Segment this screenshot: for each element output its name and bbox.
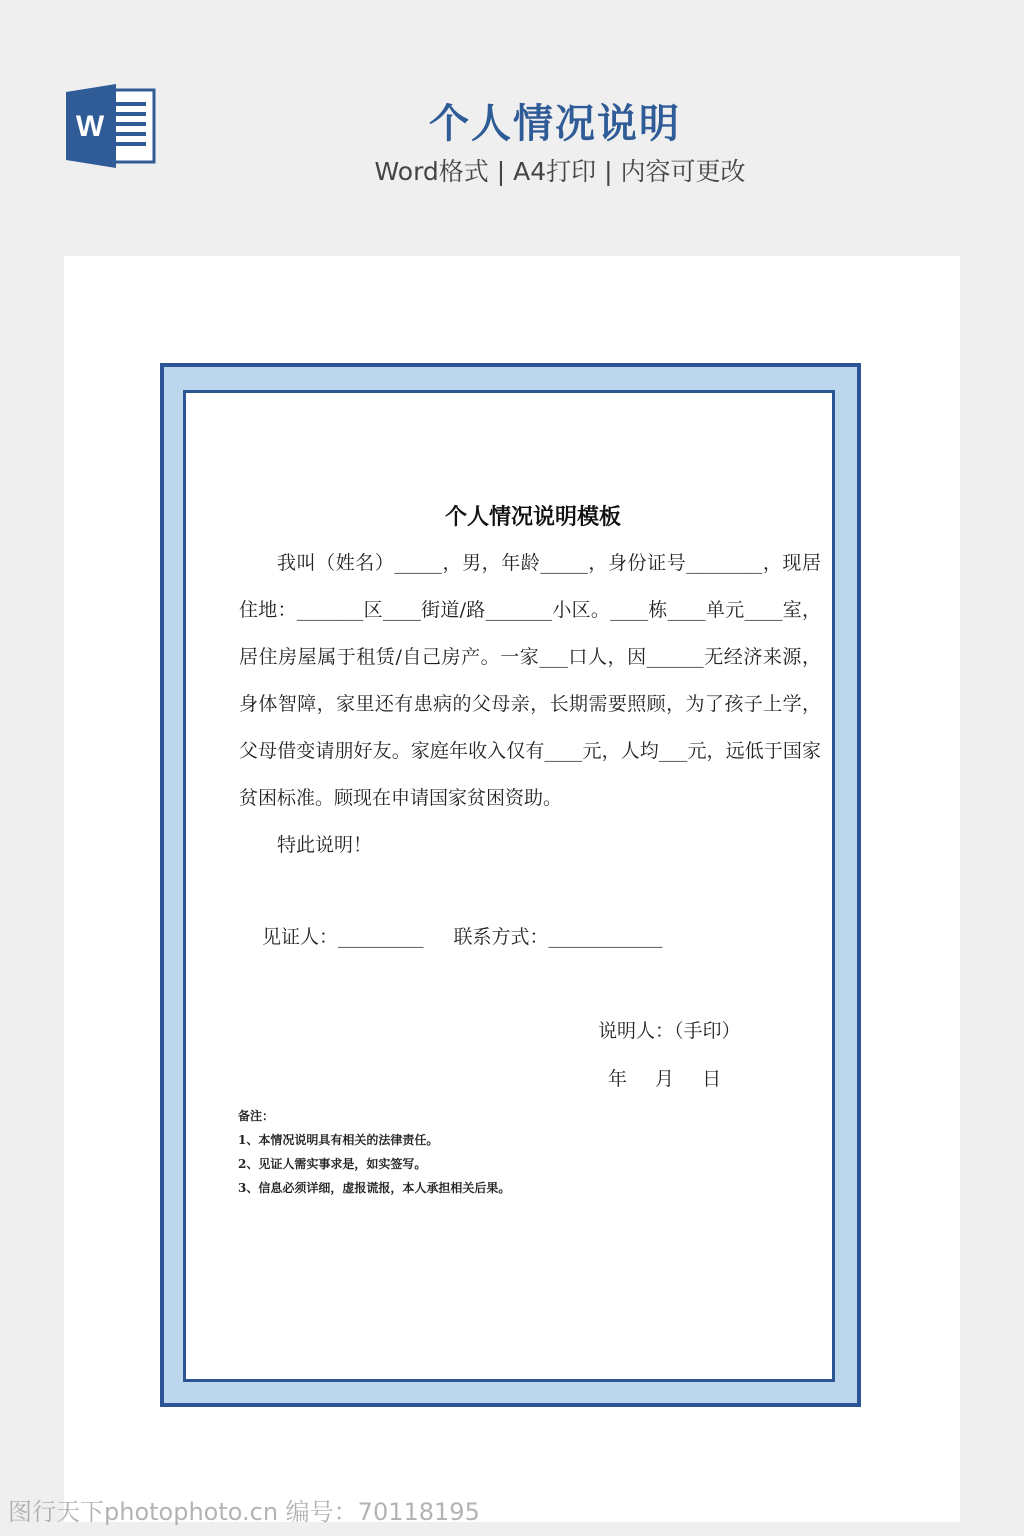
note-item: 1、本情况说明具有相关的法律责任。	[238, 1133, 439, 1147]
contact-field: 联系方式：____________	[453, 926, 663, 948]
document-inner-frame	[183, 390, 835, 1382]
witness-field: 见证人：_________	[262, 926, 424, 948]
date-line: 年 月 日	[608, 1068, 722, 1090]
page-title: 个人情况说明	[429, 101, 681, 147]
notes-title: 备注：	[238, 1109, 275, 1123]
signer-label: 说明人：（手印）	[598, 1020, 741, 1042]
word-icon-letter: W	[75, 110, 105, 143]
notes-block	[238, 1104, 510, 1200]
document-title: 个人情况说明模板	[444, 504, 621, 530]
word-icon	[64, 82, 156, 170]
closing-line: 特此说明！	[277, 834, 373, 856]
note-item: 3、信息必须详细，虚报谎报，本人承担相关后果。	[238, 1181, 511, 1195]
watermark: 图行天下photophoto.cn 编号：70118195	[8, 1498, 480, 1526]
document-body	[239, 540, 821, 869]
note-item: 2、见证人需实事求是，如实签写。	[238, 1157, 427, 1171]
witness-row	[262, 922, 782, 949]
page-subtitle: Word格式 | A4打印 | 内容可更改	[374, 157, 746, 186]
statement-paragraph: 我叫（姓名）_____，男，年龄_____，身份证号________，现居住地：_______区____街道/路_______小区。____栋____单元____室，居住房屋属于租赁/自己房产。一家___口人，因______无经济来源，身体智障，家里还有患病的父母亲，长期需要照顾，为了孩子上学，父母借变请朋好友。家庭年收入仅有____元，人均___元，远低于国家贫困标准。顾现在申请国家贫困资助。	[239, 552, 821, 809]
